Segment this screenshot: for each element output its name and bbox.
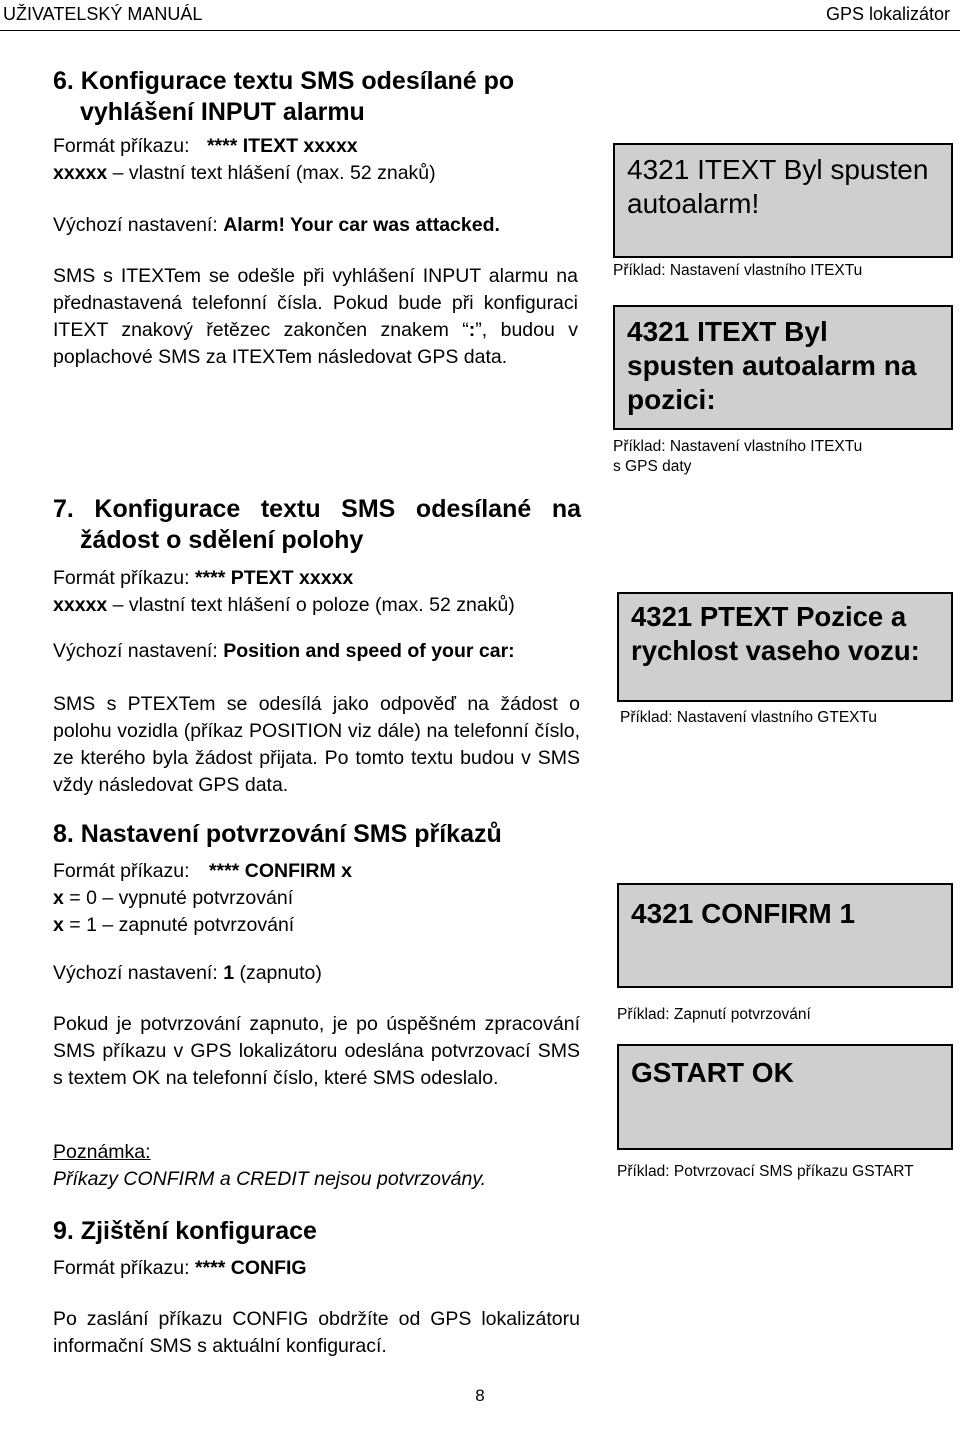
param-key: xxxxx <box>53 594 108 616</box>
body-text: SMS s ITEXTem se odešle při vyhlášení INPUT alarmu na přednastavená telefonní čísla. Pokud bude při konfiguraci ITEXT znakový řetězec zakončen znakem “ <box>53 265 578 341</box>
section-6-body <box>53 263 578 371</box>
default-value: 1 <box>223 962 235 984</box>
header-manual-title: UŽIVATELSKÝ MANUÁL <box>3 4 203 24</box>
body-colon: : <box>468 319 476 341</box>
example-box-itext <box>613 143 953 258</box>
format-command: **** CONFIRM x <box>208 860 352 882</box>
example-box-ptext <box>617 592 953 702</box>
default-value: Alarm! Your car was attacked. <box>223 214 500 236</box>
section-6-default <box>53 212 593 239</box>
example-box-confirm-text: 4321 CONFIRM 1 <box>631 898 856 929</box>
section-9-format <box>53 1255 307 1282</box>
example-caption-ptext: Příklad: Nastavení vlastního GTEXTu <box>620 709 878 726</box>
section-8-body: Pokud je potvrzování zapnuto, je po úspěšném zpracování SMS příkazu v GPS lokalizátoru odeslána potvrzovací SMS s textem OK na telefonní číslo, které SMS odeslalo. <box>53 1013 580 1089</box>
format-label: Formát příkazu: <box>53 1257 190 1279</box>
note-text: Příkazy CONFIRM a CREDIT nejsou potvrzovány. <box>53 1168 487 1190</box>
section-7-default <box>53 638 613 665</box>
example-box-itext-gps <box>613 305 953 430</box>
option-1-key: x <box>53 914 64 936</box>
example-caption-itext: Příklad: Nastavení vlastního ITEXTu <box>613 262 863 279</box>
example-box-gstart-text: GSTART OK <box>631 1057 794 1088</box>
section-7-title <box>53 494 581 556</box>
format-label: Formát příkazu: <box>53 567 190 589</box>
example-box-gstart <box>617 1044 953 1150</box>
default-suffix: (zapnuto) <box>234 962 322 984</box>
section-6-title-line1: 6. Konfigurace textu SMS odesílané po <box>53 67 515 95</box>
format-label: Formát příkazu: <box>53 860 190 882</box>
option-0-desc: = 0 – vypnuté potvrzování <box>63 887 294 909</box>
section-7-title-line2: žádost o sdělení polohy <box>80 526 364 554</box>
header-product-name: GPS lokalizátor <box>825 4 950 24</box>
example-caption-gstart: Příklad: Potvrzovací SMS příkazu GSTART <box>617 1163 914 1180</box>
page-header <box>0 0 960 28</box>
note-label: Poznámka: <box>53 1141 151 1163</box>
option-1-desc: = 1 – zapnuté potvrzování <box>63 914 295 936</box>
default-label: Výchozí nastavení: <box>53 214 224 236</box>
page-number: 8 <box>475 1386 485 1405</box>
format-command: **** PTEXT xxxxx <box>194 567 354 589</box>
section-7-format <box>53 565 613 619</box>
example-box-ptext-text: 4321 PTEXT Pozice a rychlost vaseho vozu: <box>631 601 920 666</box>
section-6-title <box>53 66 593 128</box>
param-desc: – vlastní text hlášení (max. 52 znaků) <box>107 162 436 184</box>
section-7-body: SMS s PTEXTem se odesílá jako odpověď na žádost o polohu vozidla (příkaz POSITION viz dále) na telefonní číslo, ze kterého byla žádost přijata. Po tomto textu budou v SMS vždy následovat GPS data. <box>53 693 580 796</box>
default-label: Výchozí nastavení: <box>53 962 224 984</box>
section-6-format <box>53 133 583 187</box>
example-box-itext-gps-text: 4321 ITEXT Byl spusten autoalarm na pozici: <box>627 316 917 415</box>
example-box-confirm <box>617 883 953 988</box>
example-caption-itext-gps <box>613 437 862 477</box>
section-6-title-line2: vyhlášení INPUT alarmu <box>80 98 365 126</box>
section-8-format <box>53 858 593 939</box>
default-value: Position and speed of your car: <box>223 640 515 662</box>
body-text-end: ”, budou v poplachové SMS za ITEXTem následovat GPS data. <box>53 319 579 368</box>
section-9-title: 9. Zjištění konfigurace <box>53 1217 317 1245</box>
header-rule <box>0 30 960 31</box>
section-9-body: Po zaslání příkazu CONFIG obdržíte od GPS lokalizátoru informační SMS s aktuální konfigurací. <box>53 1308 580 1357</box>
caption-line1: Příklad: Nastavení vlastního ITEXTu <box>613 438 863 455</box>
section-7-title-line1: 7. Konfigurace textu SMS odesílané na <box>53 495 581 523</box>
caption-line2: s GPS daty <box>613 458 692 475</box>
format-command: **** CONFIG <box>189 1257 307 1279</box>
default-label: Výchozí nastavení: <box>53 640 224 662</box>
section-8-title: 8. Nastavení potvrzování SMS příkazů <box>53 820 502 848</box>
example-box-itext-text: 4321 ITEXT Byl spusten autoalarm! <box>627 154 929 219</box>
example-caption-confirm: Příklad: Zapnutí potvrzování <box>617 1006 811 1023</box>
param-desc: – vlastní text hlášení o poloze (max. 52 znaků) <box>107 594 515 616</box>
format-label: Formát příkazu: <box>53 135 190 157</box>
section-8-note <box>53 1139 613 1193</box>
section-8-default <box>53 960 322 987</box>
format-command: **** ITEXT xxxxx <box>206 135 358 157</box>
param-key: xxxxx <box>53 162 108 184</box>
option-0-key: x <box>53 887 64 909</box>
